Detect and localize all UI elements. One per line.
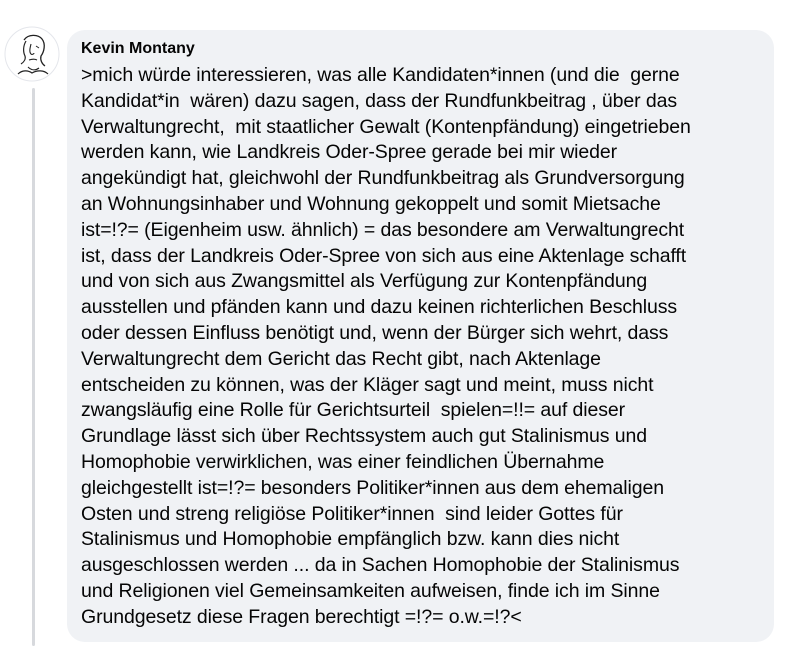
sketch-portrait-icon xyxy=(4,26,60,82)
comment-text: >mich würde interessieren, was alle Kandidaten*innen (und die gerne Kandidat*in wären) dazu sagen, dass der Rundfunkbeitrag , über das Verwaltungrecht, mit staatlicher Gewalt (Kontenpfändung) eingetrieben werden kann, wie Landkreis Oder-Spree gerade bei mir wieder angekündigt hat, gleichwohl der Rundfunkbeitrag als Grundversorgung an Wohnungsinhaber und Wohnung gekoppelt und somit Mietsache ist=!?= (Eigenheim usw. ähnlich) = das besondere am Verwaltungrecht ist, dass der Landkreis Oder-Spree von sich aus eine Aktenlage schafft und von sich aus Zwangsmittel als Verfügung zur Kontenpfändung ausstellen und pfänden kann und dazu keinen richterlichen Beschluss oder dessen Einfluss benötigt und, wenn der Bürger sich wehrt, dass Verwaltungrecht dem Gericht das Recht gibt, nach Aktenlage entscheiden zu können, was der Kläger sagt und meint, muss nicht zwangsläufig eine Rolle für Gerichtsurteil spielen=!!= auf dieser Grundlage lässt sich über Rechtssystem auch gut Stalinismus und Homophobie verwirklichen, was einer feindlichen Übernahme gleichgestellt ist=!?= besonders Politiker*innen aus dem ehemaligen Osten und streng religiöse Politiker*innen sind leider Gottes für Stalinismus und Homophobie empfänglich bzw. kann dies nicht ausgeschlossen werden ... da in Sachen Homophobie der Stalinismus und Religionen viel Gemeinsamkeiten aufweisen, finde ich im Sinne Grundgesetz diese Fragen berechtigt =!?= o.w.=!?< xyxy=(81,64,691,628)
avatar[interactable] xyxy=(4,26,60,82)
comment-author[interactable]: Kevin Montany xyxy=(81,40,195,57)
comment-bubble xyxy=(67,30,774,642)
thread-line xyxy=(32,88,35,646)
